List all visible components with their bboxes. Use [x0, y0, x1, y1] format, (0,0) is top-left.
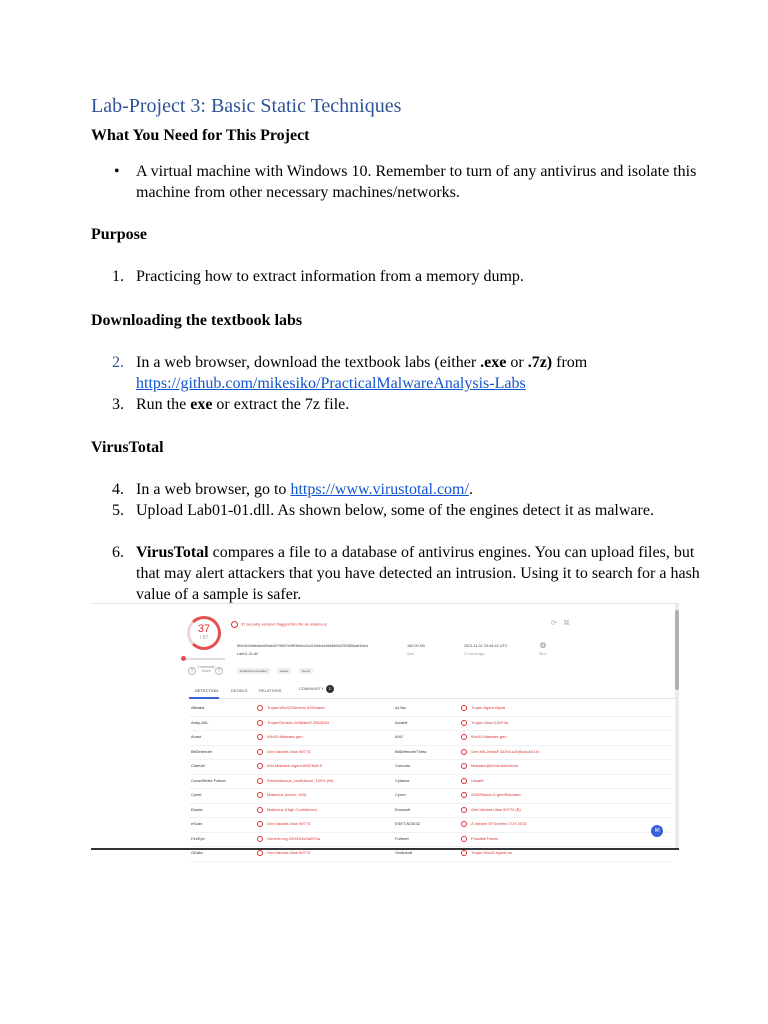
- community-count-badge: 2: [326, 685, 334, 693]
- detection-result: Trojan.Win32.Agent.oa: [461, 850, 512, 856]
- detection-score-total: / 67: [199, 635, 209, 641]
- detection-result: Win/malicious_confidence_100% (W): [257, 778, 333, 784]
- table-row: [189, 803, 671, 819]
- alert-icon: [257, 792, 263, 798]
- tab-community[interactable]: COMMUNITY 2: [299, 685, 334, 693]
- detection-result: Unsafe: [461, 778, 484, 784]
- table-row: [189, 730, 671, 746]
- engine-name: BitDefenderTheta: [395, 748, 427, 754]
- alert-icon: [461, 705, 467, 711]
- engine-name: Cyren: [395, 792, 406, 797]
- detection-score-ring: [187, 616, 221, 650]
- table-row: [189, 817, 671, 833]
- file-name: Lab01-01.dll: [237, 652, 258, 656]
- engine-name: ALYac: [395, 705, 407, 710]
- engine-name: Avast: [191, 734, 201, 739]
- alert-icon: [257, 836, 263, 842]
- alert-icon: [461, 821, 467, 827]
- table-row: [189, 832, 671, 848]
- detection-result: Trojan.Agent.Aspat: [461, 705, 505, 711]
- table-row: [189, 788, 671, 804]
- list-number: 3.: [112, 396, 124, 413]
- virustotal-screenshot: [91, 603, 679, 856]
- list-item-text: Practicing how to extract information from a memory dump.: [136, 268, 524, 285]
- screenshot-bottom-border: [91, 848, 679, 850]
- file-tag[interactable]: via-tor: [299, 668, 313, 674]
- engine-name: ESET-NOD32: [395, 821, 420, 826]
- alert-icon: [257, 778, 263, 784]
- list-number: 4.: [112, 481, 124, 498]
- engine-name: Fortinet: [395, 835, 409, 841]
- engine-name: AVG: [395, 734, 404, 739]
- list-number: 2.: [112, 354, 124, 371]
- list-item-text: VirusTotal compares a file to a database of antivirus engines. You can upload files, but that may alert attackers that you have detected an intrusion. Using it to search for a hash value of a sample is safer.: [136, 544, 700, 603]
- detection-result: A Variant Of Generic.TOX.NOD: [461, 821, 527, 827]
- question-icon[interactable]: ?: [215, 667, 223, 675]
- community-score-dot: [181, 656, 186, 661]
- engine-name: CrowdStrike Falcon: [191, 777, 226, 783]
- scan-date-value: 2021-11-11 10:44:42 UTC: [464, 644, 508, 648]
- list-item-text: In a web browser, go to https://www.virustotal.com/.: [136, 481, 473, 498]
- table-row: [189, 701, 671, 717]
- page-title: Lab-Project 3: Basic Static Techniques: [91, 95, 402, 117]
- virustotal-link[interactable]: https://www.virustotal.com/: [290, 481, 469, 498]
- engine-name: Gridinsoft: [395, 850, 413, 855]
- detection-result: Gen:Variant.Ulise.59774: [257, 821, 310, 827]
- detection-result: Win.Malware.Agent-6587648-0: [257, 763, 322, 769]
- detection-result: Win32:Malware-gen: [461, 734, 507, 740]
- scan-date-label: 17 hours ago: [464, 652, 485, 656]
- detection-result: Gen:Variant.Ulise.59774: [257, 749, 310, 755]
- detection-result: Generic.mg.290f1b3d0a0f70a: [257, 836, 320, 842]
- detection-result: Gen:Variant.Ulise.59774 (B): [461, 807, 521, 813]
- malicious-alert: 37 security vendors flagged this file as malicious: [231, 621, 327, 628]
- active-tab-underline: [189, 697, 219, 699]
- chat-icon[interactable]: ✉: [651, 825, 663, 837]
- detection-result: Malicious (High Confidence): [257, 807, 317, 813]
- alert-icon: [257, 705, 263, 711]
- alert-icon: [257, 807, 263, 813]
- tab-details[interactable]: DETAILS: [231, 688, 248, 693]
- reanalyze-icon[interactable]: ⟳: [551, 620, 557, 627]
- file-tag[interactable]: invalid-rich-pe-linker: [237, 668, 270, 674]
- alert-icon: [461, 734, 467, 740]
- file-type-icon: ⚙ DLL: [539, 641, 547, 656]
- alert-icon: [257, 850, 263, 856]
- file-tag[interactable]: peexe: [277, 668, 291, 674]
- table-row: [189, 716, 671, 732]
- heading-downloading: Downloading the textbook labs: [91, 312, 303, 329]
- file-hash: f50e4b0b8eabe6f9ab40798b7e9f93ebbc2a41f4eb4e86b6b0d2f3f365ba64dea: [237, 644, 368, 648]
- engine-name: Cylance: [395, 777, 410, 783]
- engine-name: Emsisoft: [395, 806, 411, 812]
- detection-result: Malware@#2r4rdoknvkmd: [461, 763, 518, 769]
- alert-icon: [461, 850, 467, 856]
- alert-icon: [461, 763, 467, 769]
- heading-what-you-need: What You Need for This Project: [91, 127, 310, 144]
- alert-icon: [257, 763, 263, 769]
- list-item-text: Upload Lab01-01.dll. As shown below, some of the engines detect it as malware.: [136, 502, 654, 519]
- detection-result: Win32:Malware-gen: [257, 734, 303, 740]
- alert-icon: [461, 720, 467, 726]
- file-size-label: Size: [407, 652, 414, 656]
- scrollbar-thumb[interactable]: [675, 610, 679, 690]
- alert-icon: [231, 621, 238, 628]
- engine-name: ClamAV: [191, 763, 206, 768]
- table-row: [189, 759, 671, 775]
- engine-name: Alibaba: [191, 705, 205, 710]
- alert-icon: [461, 792, 467, 798]
- file-size-value: 160.00 KB: [407, 644, 425, 648]
- detection-result: Trojan:Win32/Generic.4192aaeb: [257, 705, 325, 711]
- tab-detection[interactable]: DETECTION: [195, 688, 219, 693]
- alert-icon: [257, 821, 263, 827]
- detection-score: 37: [197, 623, 211, 635]
- alert-icon: [461, 749, 467, 755]
- detection-result: Malicious (score: 100): [257, 792, 306, 798]
- alert-icon: [257, 734, 263, 740]
- engine-name: Cynet: [191, 792, 202, 797]
- engine-name: BitDefender: [191, 748, 213, 754]
- list-item-text: A virtual machine with Windows 10. Remember to turn of any antivirus and isolate this machine from other necessary machines/networks.: [136, 163, 697, 201]
- similar-icon[interactable]: ⌘: [563, 620, 570, 627]
- heading-purpose: Purpose: [91, 226, 147, 243]
- list-number: 1.: [112, 268, 124, 285]
- table-row: [189, 745, 671, 761]
- engine-name: Comodo: [395, 763, 411, 768]
- list-item-text: Run the exe or extract the 7z file.: [136, 396, 350, 413]
- heading-virustotal: VirusTotal: [91, 439, 164, 456]
- table-row: [189, 774, 671, 790]
- file-tags: [237, 659, 316, 677]
- detection-result: Trojan.Ulise.D1EF4A: [461, 720, 508, 726]
- alert-icon: [461, 836, 467, 842]
- detection-result: W32/Nakon.A.gen!Eldorado: [461, 792, 521, 798]
- engine-name: FireEye: [191, 835, 205, 841]
- bullet-icon: •: [114, 163, 120, 180]
- detection-result: Trojan/Generic.ASMalwS.2953D93: [257, 720, 329, 726]
- detection-result: Gen:NN.ZedlaF.34294.aJ0@aAdUVJo: [461, 749, 539, 755]
- question-icon[interactable]: ?: [188, 667, 196, 675]
- engine-name: eScan: [191, 821, 203, 826]
- community-score-bar: [181, 658, 225, 660]
- community-score-label: Community Score: [197, 665, 215, 673]
- detection-result: Gen:Variant.Ulise.59774: [257, 850, 310, 856]
- engine-name: Arcabit: [395, 719, 408, 725]
- list-item-text: In a web browser, download the textbook labs (either .exe or .7z) from https://github.com/mikesiko/PracticalMalwareAnalysis-Labs: [136, 354, 588, 392]
- github-labs-link[interactable]: https://github.com/mikesiko/PracticalMalwareAnalysis-Labs: [136, 375, 526, 392]
- alert-icon: [257, 720, 263, 726]
- detection-result: PossibleThreat: [461, 836, 498, 842]
- result-tabs: [189, 684, 675, 699]
- alert-icon: [461, 778, 467, 784]
- tab-relations[interactable]: RELATIONS: [259, 688, 282, 693]
- engine-name: Elastic: [191, 806, 203, 812]
- alert-icon: [461, 807, 467, 813]
- list-number: 5.: [112, 502, 124, 519]
- engine-name: Antiy-AVL: [191, 719, 209, 725]
- alert-icon: [257, 749, 263, 755]
- engine-name: GData: [191, 850, 203, 855]
- list-number: 6.: [112, 544, 124, 561]
